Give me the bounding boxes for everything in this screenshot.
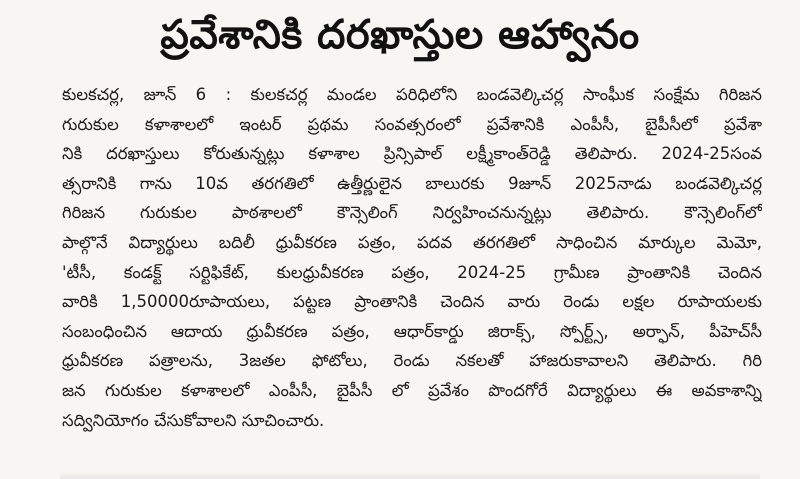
- article-body: [62, 80, 762, 435]
- article-line: ధ్రువీకరణ పత్రాలను, 3జతల ఫోటోలు, రెండు నకలతో హాజరుకావాలని తెలిపారు. గిరి: [62, 351, 762, 371]
- article-line: కులకచర్ల, జూన్ 6 : కులకచర్ల మండల పరిధిలోని బండవెల్కిచర్ల సాంఘీక సంక్షేమ గిరిజన: [62, 85, 762, 104]
- article-line: వారికి 1,50000రూపాయలు, పట్టణ ప్రాంతానికి చెందిన వారు రెండు లక్షల రూపాయలకు: [62, 292, 762, 312]
- article-line-last: సద్వినియోగం చేసుకోవాలని సూచించారు.: [62, 410, 325, 430]
- bottom-edge-shadow: [60, 471, 760, 479]
- article-line: నికి దరఖాస్తులు కోరుతున్నట్లు కళాశాల ప్రిన్సిపాల్ లక్ష్మీకాంత్‌రెడ్డి తెలిపారు. 2024-25సంవ: [62, 144, 762, 164]
- article-line: 'టీసీ, కండక్ట్ సర్టిఫికేట్, కులధ్రువీకరణ పత్రం, 2024-25 గ్రామీణ ప్రాంతానికి చెందిన: [62, 262, 762, 282]
- article-headline: ప్రవేశానికి దరఖాస్తుల ఆహ్వానం: [160, 12, 640, 58]
- article-line: గిరిజన గురుకుల పాఠశాలలో కౌన్సెలింగ్ నిర్వహించనున్నట్లు తెలిపారు. కౌన్సెలింగ్‌లో: [62, 203, 762, 223]
- article-line: గురుకుల కళాశాలలో ఇంటర్ ప్రథమ సంవత్సరంలో ప్రవేశానికి ఎంపీసీ, బైపీసీలో ప్రవేశా: [62, 114, 762, 134]
- article-line: సంబంధించిన ఆదాయ ధ్రువీకరణ పత్రం, ఆధార్‌కార్డు జిరాక్స్, స్పోర్ట్స్, అర్ఫాన్, పీహెచ్‌సీ: [62, 321, 762, 341]
- article-line: పాల్గొనే విద్యార్థులు బదిలీ ధ్రువీకరణ పత్రం, పదవ తరగతిలో సాధించిన మార్కుల మెమో,: [62, 232, 762, 252]
- article-line: త్సరానికి గాను 10వ తరగతిలో ఉత్తీర్ణులైన బాలురకు 9జూన్ 2025నాడు బండవెల్కిచర్ల: [62, 173, 762, 193]
- article-line: జన గురుకుల కళాశాలలో ఎంపీసీ, బైపీసీ లో ప్రవేశం పొందగోరే విద్యార్థులు ఈ అవకాశాన్ని: [62, 380, 762, 400]
